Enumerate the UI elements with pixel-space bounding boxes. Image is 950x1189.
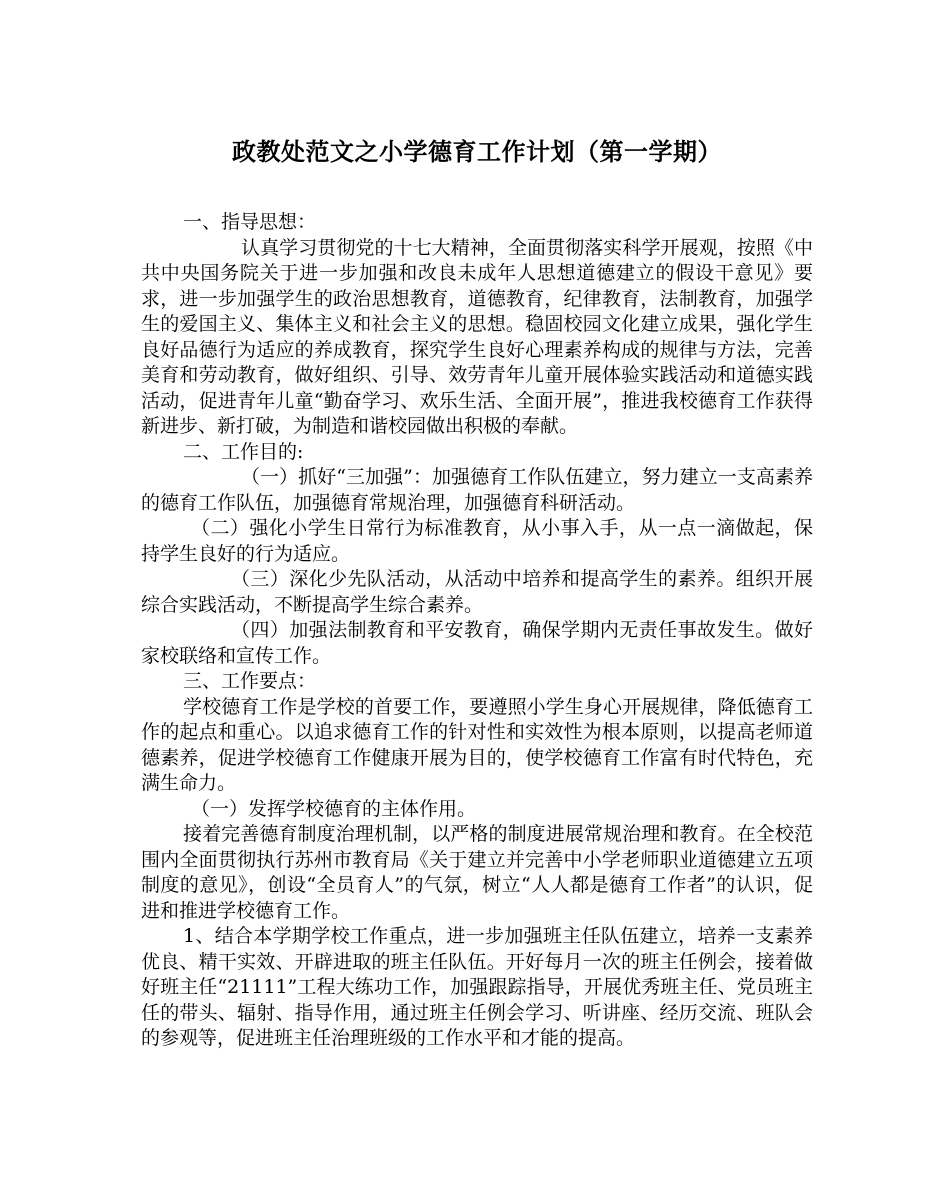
paragraph-goal-4: （四）加强法制教育和平安教育，确保学期内无责任事故发生。做好家校联络和宣传工作。 — [141, 619, 813, 667]
paragraph-work-points-intro: 学校德育工作是学校的首要工作，要遵照小学生身心开展规律，降低德育工作的起点和重心。以追求德育工作的针对性和实效性为根本原则，以提高老师道德素养，促进学校德育工作健康开展为目的，使学校德育工作富有时代特色，充满生命力。 — [141, 695, 813, 794]
paragraph-goal-3: （三）深化少先队活动，从活动中培养和提高学生的素养。组织开展综合实践活动，不断提高学生综合素养。 — [141, 568, 813, 616]
paragraph-goal-2: （二）强化小学生日常行为标准教育，从小事入手，从一点一滴做起，保持学生良好的行为适应。 — [141, 517, 813, 565]
paragraph-system-management: 接着完善德育制度治理机制，以严格的制度进展常规治理和教育。在全校范围内全面贯彻执行苏州市教育局《关于建立并完善中小学老师职业道德建立五项制度的意见》，创设“全员育人”的气氛，树立“人人都是德育工作者”的认识，促进和推进学校德育工作。 — [141, 823, 813, 922]
document-page — [141, 0, 813, 1052]
heading-work-goals: 二、工作目的: — [183, 440, 304, 463]
heading-work-points: 三、工作要点： — [183, 670, 317, 692]
paragraph-class-teacher-team: 1、结合本学期学校工作重点，进一步加强班主任队伍建立，培养一支素养优良、精干实效、开辟进取的班主任队伍。开好每月一次的班主任例会，接着做好班主任“21111”工程大练功工作，加强跟踪指导，开展优秀班主任、党员班主任的带头、辐射、指导作用，通过班主任例会学习、听讲座、经历交流、班队会的参观等，促进班主任治理班级的工作水平和才能的提高。 — [141, 925, 813, 1049]
heading-guiding-thought: 一、指导思想： — [183, 211, 317, 233]
subheading-main-role: （一）发挥学校德育的主体作用。 — [191, 797, 477, 820]
document-title: 政教处范文之小学德育工作计划（第一学期） — [232, 137, 722, 166]
paragraph-guiding-thought: 认真学习贯彻党的十七大精神，全面贯彻落实科学开展观，按照《中共中央国务院关于进一步加强和改良未成年人思想道德建立的假设干意见》要求，进一步加强学生的政治思想教育，道德教育，纪律教育，法制教育，加强学生的爱国主义、集体主义和社会主义的思想。稳固校园文化建立成果，强化学生良好品德行为适应的养成教育，探究学生良好心理素养构成的规律与方法，完善美育和劳动教育，做好组织、引导、效劳青年儿童开展体验实践活动和道德实践活动，促进青年儿童“勤奋学习、欢乐生活、全面开展”，推进我校德育工作获得新进步、新打破，为制造和谐校园做出积极的奉献。 — [141, 236, 813, 437]
paragraph-goal-1: （一）抓好“三加强”：加强德育工作队伍建立，努力建立一支高素养的德育工作队伍，加强德育常规治理，加强德育科研活动。 — [141, 466, 813, 514]
document-body — [141, 210, 813, 1052]
